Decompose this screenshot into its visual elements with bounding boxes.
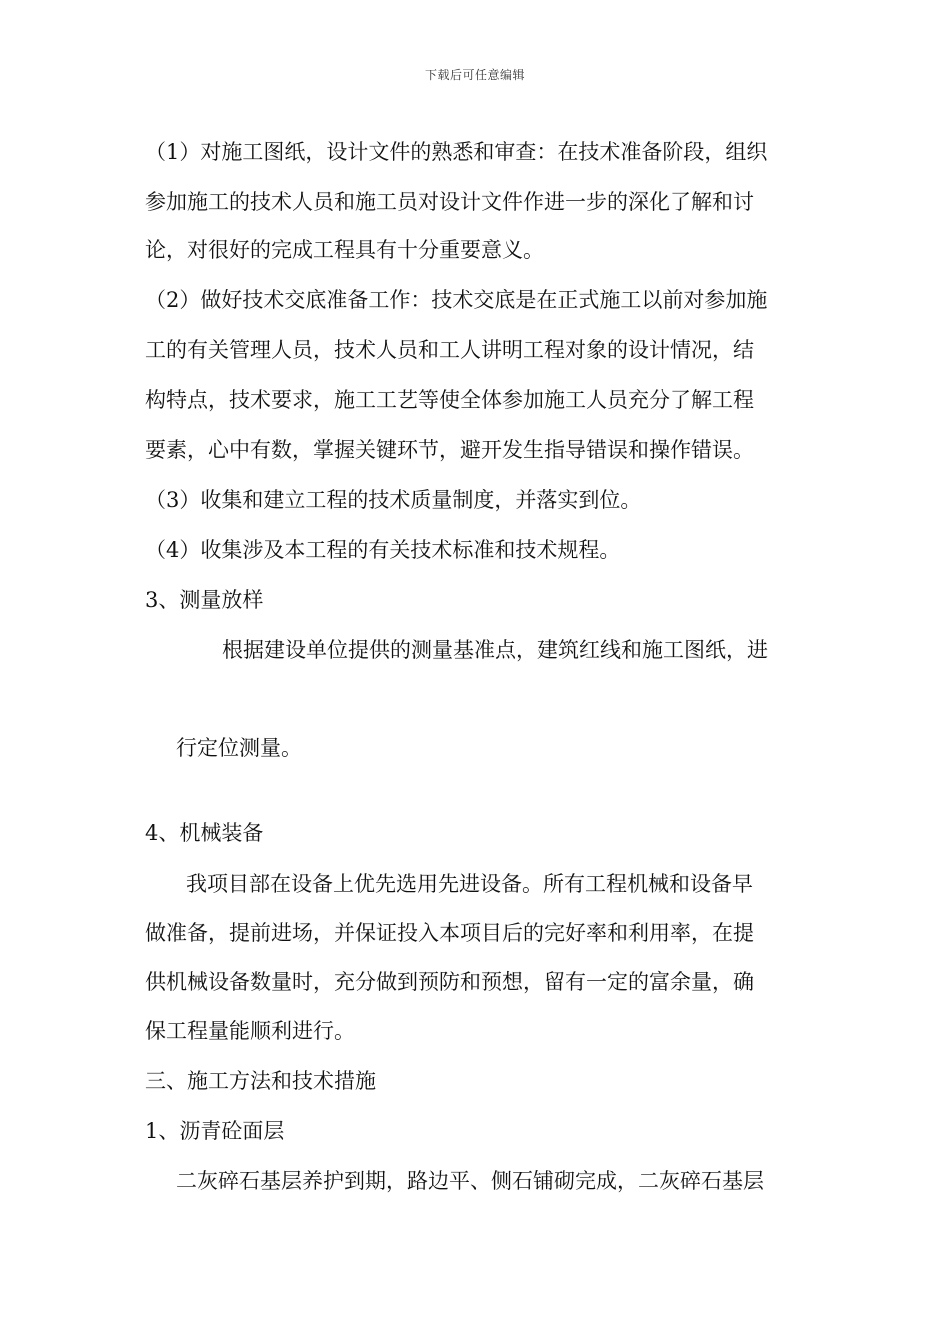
paragraph-line: 二灰碎石基层养护到期，路边平、侧石铺砌完成，二灰碎石基层: [176, 1169, 764, 1193]
section-heading: 1、沥青砼面层: [145, 1119, 285, 1143]
section-heading: 4、机械装备: [145, 821, 264, 845]
paragraph-line: 我项目部在设备上优先选用先进设备。所有工程机械和设备早: [186, 872, 753, 896]
paragraph-line: （3）收集和建立工程的技术质量制度，并落实到位。: [145, 488, 642, 512]
paragraph-line: 供机械设备数量时，充分做到预防和预想，留有一定的富余量，确: [145, 970, 754, 994]
paragraph-line: 参加施工的技术人员和施工员对设计文件作进一步的深化了解和讨: [145, 190, 754, 214]
section-heading: 3、测量放样: [145, 588, 264, 612]
paragraph-line: 根据建设单位提供的测量基准点，建筑红线和施工图纸，进: [222, 638, 768, 662]
paragraph-line: 构特点，技术要求，施工工艺等使全体参加施工人员充分了解工程: [145, 388, 754, 412]
paragraph-line: 论，对很好的完成工程具有十分重要意义。: [145, 238, 544, 262]
paragraph-line: 行定位测量。: [176, 736, 302, 760]
paragraph-line: 工的有关管理人员，技术人员和工人讲明工程对象的设计情况，结: [145, 338, 754, 362]
section-heading: 三、施工方法和技术措施: [145, 1069, 376, 1093]
paragraph-line: （1）对施工图纸，设计文件的熟悉和审查：在技术准备阶段，组织: [145, 140, 768, 164]
paragraph-line: （4）收集涉及本工程的有关技术标准和技术规程。: [145, 538, 621, 562]
paragraph-line: 要素，心中有数，掌握关键环节，避开发生指导错误和操作错误。: [145, 438, 754, 462]
paragraph-line: 保工程量能顺利进行。: [145, 1019, 355, 1043]
paragraph-line: 做准备，提前进场，并保证投入本项目后的完好率和利用率，在提: [145, 921, 754, 945]
page-header-watermark: 下载后可任意编辑: [424, 68, 525, 82]
paragraph-line: （2）做好技术交底准备工作：技术交底是在正式施工以前对参加施: [145, 288, 768, 312]
